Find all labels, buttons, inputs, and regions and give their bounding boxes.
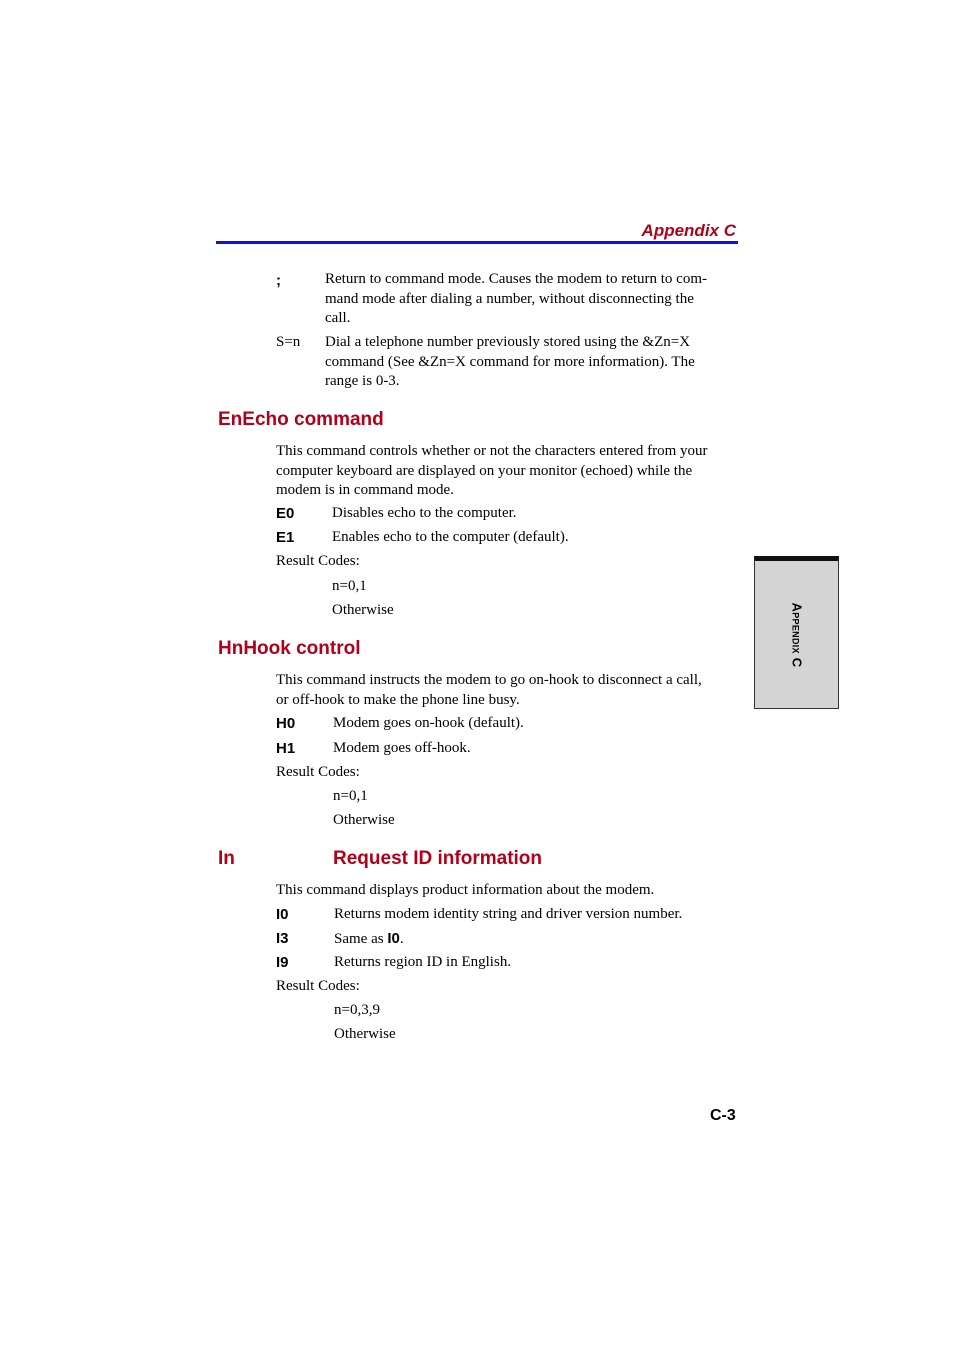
modifier-description-line: call. (325, 310, 351, 326)
modifier-description-line: command (See &Zn=X command for more information). The (325, 353, 695, 370)
section-heading-echo: EnEcho command (218, 409, 384, 430)
option-description: Disables echo to the computer. (332, 505, 517, 521)
section-heading-request-id: Request ID information (333, 848, 543, 869)
section-heading-hook: HnHook control (218, 638, 361, 659)
option-description-tail: . (399, 931, 404, 947)
modifier-description-line: range is 0-3. (325, 373, 400, 389)
section-heading-code: In (218, 848, 235, 869)
option-code: H0 (276, 715, 296, 732)
intro-line: or off-hook to make the phone line busy. (276, 691, 520, 708)
option-code: I3 (276, 930, 289, 947)
option-description: Returns modem identity string and driver version number. (334, 906, 683, 922)
option-description: Returns region ID in English. (334, 954, 512, 970)
result-codes-label: Result Codes: (276, 764, 360, 780)
modifier-description (325, 333, 695, 392)
option-code: I9 (276, 954, 289, 971)
appendix-side-tab (754, 556, 839, 709)
result-codes-label: Result Codes: (276, 553, 360, 569)
page-number: C-3 (710, 1107, 736, 1124)
page-header-title: Appendix C (641, 221, 736, 240)
modifier-code: ; (276, 272, 281, 289)
option-description: Modem goes on-hook (default). (333, 715, 524, 731)
result-code: n=0,1 (332, 578, 367, 594)
result-code: Otherwise (333, 812, 395, 828)
intro-line: modem is in command mode. (276, 482, 454, 498)
modifier-description-line: Dial a telephone number previously stored using the &Zn=X (325, 334, 691, 350)
modifier-description-line: mand mode after dialing a number, without disconnecting the (325, 290, 694, 307)
result-codes-label: Result Codes: (276, 978, 360, 994)
intro-line: computer keyboard are displayed on your monitor (echoed) while the (276, 462, 693, 479)
option-description: Enables echo to the computer (default). (332, 529, 569, 545)
modifier-description (325, 270, 707, 329)
intro-line: This command controls whether or not the characters entered from your (276, 443, 708, 459)
option-code: E0 (276, 505, 295, 522)
side-tab-label: Appendix C (789, 602, 804, 667)
option-code: H1 (276, 740, 296, 757)
inline-code: I0 (387, 930, 400, 947)
hook-intro (276, 671, 736, 710)
modifier-code: S=n (276, 334, 301, 350)
request-id-intro: This command displays product information about the modem. (276, 882, 655, 898)
echo-intro (276, 442, 736, 501)
option-description: Modem goes off-hook. (333, 740, 471, 756)
option-code: E1 (276, 529, 295, 546)
modifier-description-line: Return to command mode. Causes the modem to return to com- (325, 271, 708, 287)
option-description-text: Same as (334, 931, 388, 947)
result-code: n=0,3,9 (334, 1002, 380, 1018)
option-code: I0 (276, 906, 289, 923)
option-description (334, 929, 404, 950)
header-rule (216, 241, 738, 244)
result-code: Otherwise (332, 602, 394, 618)
result-code: n=0,1 (333, 788, 368, 804)
result-code: Otherwise (334, 1026, 396, 1042)
intro-line: This command instructs the modem to go on-hook to disconnect a call, (276, 672, 702, 688)
